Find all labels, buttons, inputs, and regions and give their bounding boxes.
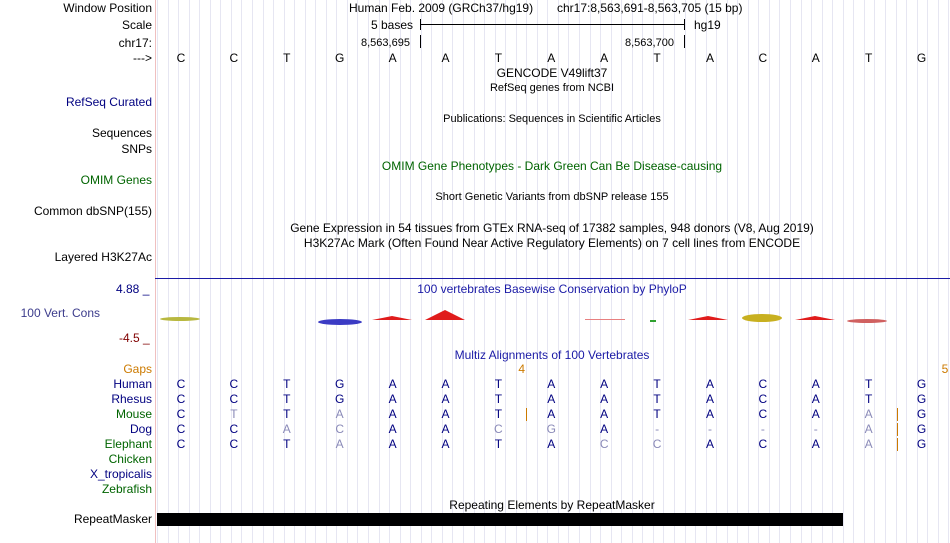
grid-line [157, 0, 158, 543]
dbsnp-track-title[interactable]: Short Genetic Variants from dbSNP release 155 [435, 191, 669, 203]
position-left-tick [420, 35, 421, 48]
aligned-base: C [599, 437, 609, 451]
grid-line [431, 0, 432, 543]
conservation-max: 4.88 _ [116, 282, 150, 296]
aligned-base: A [811, 407, 820, 421]
grid-line [220, 0, 221, 543]
aligned-base: A [388, 377, 397, 391]
grid-line [315, 0, 316, 543]
aligned-base: A [864, 407, 873, 421]
grid-line [241, 0, 242, 543]
grid-line [621, 0, 622, 543]
label-divider [155, 0, 156, 543]
grid-line [410, 0, 411, 543]
aligned-base: - [760, 422, 765, 436]
aligned-base: G [335, 392, 345, 406]
species-label-rhesus[interactable]: Rhesus [111, 392, 152, 406]
aligned-base: A [388, 392, 397, 406]
grid-line [917, 0, 918, 543]
grid-line [368, 0, 369, 543]
grid-line [685, 0, 686, 543]
grid-line [727, 0, 728, 543]
aligned-base: T [283, 392, 291, 406]
aligned-base: A [600, 377, 609, 391]
snps-label[interactable]: SNPs [121, 142, 152, 156]
aligned-base: A [388, 407, 397, 421]
grid-line [811, 0, 812, 543]
aligned-base: A [441, 437, 450, 451]
grid-line [189, 0, 190, 543]
aligned-base: G [916, 407, 927, 421]
window-position-coords: chr17:8,563,691-8,563,705 (15 bp) [557, 1, 743, 15]
reference-base: A [547, 51, 556, 65]
aligned-base: A [388, 437, 397, 451]
grid-line [653, 0, 654, 543]
aligned-base: A [282, 422, 291, 436]
reference-base: G [916, 51, 927, 65]
aligned-base: C [335, 422, 345, 436]
gap-count: 4 [518, 362, 526, 376]
reference-base: T [283, 51, 291, 65]
sequences-label[interactable]: Sequences [91, 126, 152, 140]
grid-line [843, 0, 844, 543]
species-label-mouse[interactable]: Mouse [115, 407, 152, 421]
grid-line [790, 0, 791, 543]
aligned-base: A [600, 407, 609, 421]
aligned-base: - [655, 422, 660, 436]
aligned-base: A [600, 422, 609, 436]
grid-line [758, 0, 759, 543]
aligned-base: T [865, 392, 873, 406]
scale-bar-right-tick [684, 19, 685, 30]
species-label-chicken[interactable]: Chicken [108, 452, 152, 466]
conservation-label[interactable]: 100 Vert. Cons [20, 306, 100, 320]
aligned-base: G [546, 422, 556, 436]
aligned-base: A [705, 437, 714, 451]
grid-line [938, 0, 939, 543]
aligned-base: A [811, 437, 820, 451]
chrom-label[interactable]: chr17: [118, 36, 152, 50]
aligned-base: C [176, 437, 186, 451]
aligned-base: T [494, 377, 503, 391]
reference-base: A [705, 51, 714, 65]
grid-line [832, 0, 833, 543]
grid-line [737, 0, 738, 543]
aligned-base: C [758, 377, 768, 391]
aligned-base: A [705, 377, 714, 391]
grid-line [421, 0, 422, 543]
aligned-base: A [705, 407, 714, 421]
grid-line [706, 0, 707, 543]
grid-line [853, 0, 854, 543]
reference-base: A [811, 51, 820, 65]
gencode-track-title[interactable]: GENCODE V49lift37 [496, 66, 608, 80]
grid-line [885, 0, 886, 543]
gaps-label[interactable]: Gaps [123, 362, 152, 376]
refseq-curated-label[interactable]: RefSeq Curated [65, 95, 152, 109]
reference-base: C [176, 51, 186, 65]
aligned-base: T [865, 377, 873, 391]
aligned-base: C [652, 437, 662, 451]
cons-glyph-6 [425, 310, 465, 320]
species-label-x_tropicalis[interactable]: X_tropicalis [89, 467, 152, 481]
grid-line [379, 0, 380, 543]
grid-line [305, 0, 306, 543]
reference-base: C [229, 51, 239, 65]
scale-bar [420, 24, 684, 25]
grid-line [716, 0, 717, 543]
species-label-human[interactable]: Human [113, 377, 152, 391]
grid-line [748, 0, 749, 543]
scale-value: 5 bases [371, 18, 414, 32]
grid-line [273, 0, 274, 543]
reference-base: A [388, 51, 397, 65]
aligned-base: C [758, 437, 768, 451]
reference-base: A [600, 51, 609, 65]
grid-line [389, 0, 390, 543]
aligned-base: A [705, 392, 714, 406]
window-position-label[interactable]: Window Position [63, 1, 152, 15]
aligned-base: A [811, 377, 820, 391]
grid-line [769, 0, 770, 543]
grid-line [442, 0, 443, 543]
cons-glyph-9 [585, 319, 625, 320]
cons-glyph-13 [795, 316, 835, 320]
reference-base: T [494, 51, 503, 65]
aligned-base: T [653, 407, 661, 421]
grid-line [874, 0, 875, 543]
grid-line [400, 0, 401, 543]
insertion-marker [526, 408, 527, 421]
aligned-base: T [283, 407, 291, 421]
grid-line [801, 0, 802, 543]
grid-line [294, 0, 295, 543]
position-right: 8,563,700 [625, 37, 674, 49]
omim-genes-label[interactable]: OMIM Genes [80, 173, 152, 187]
scale-bar-left-tick [420, 19, 421, 30]
aligned-base: G [916, 437, 927, 451]
aligned-base: G [916, 377, 927, 391]
aligned-base: G [916, 422, 927, 436]
aligned-base: A [335, 407, 344, 421]
grid-line [336, 0, 337, 543]
aligned-base: A [441, 407, 450, 421]
aligned-base: C [176, 407, 186, 421]
insertion-marker [897, 408, 898, 421]
cons-glyph-5 [372, 316, 412, 320]
grid-line [231, 0, 232, 543]
reference-base: T [653, 51, 661, 65]
aligned-base: T [283, 377, 291, 391]
position-left: 8,563,695 [361, 37, 410, 49]
grid-line [674, 0, 675, 543]
position-right-tick [684, 35, 685, 48]
grid-line [927, 0, 928, 543]
repeatmasker-label[interactable]: RepeatMasker [73, 512, 152, 526]
h3k27-track-title[interactable]: H3K27Ac Mark (Often Found Near Active Regulatory Elements) on 7 cell lines from ENCODE [303, 236, 801, 250]
conservation-track-title[interactable]: 100 vertebrates Basewise Conservation by PhyloP [417, 282, 687, 296]
grid-line [642, 0, 643, 543]
cons-glyph-14 [847, 319, 887, 323]
grid-line [822, 0, 823, 543]
species-label-dog[interactable]: Dog [129, 422, 152, 436]
aligned-base: G [916, 392, 927, 406]
aligned-base: C [176, 392, 186, 406]
aligned-base: A [547, 437, 556, 451]
scale-assembly: hg19 [694, 18, 721, 32]
aligned-base: - [813, 422, 818, 436]
grid-line [347, 0, 348, 543]
repeatmasker-element[interactable] [157, 513, 843, 526]
grid-line [326, 0, 327, 543]
aligned-base: C [229, 392, 239, 406]
cons-glyph-4 [318, 319, 362, 325]
grid-line [948, 0, 949, 543]
cons-glyph-11 [688, 316, 728, 320]
conservation-logo [155, 306, 950, 330]
refseq-track-subtitle[interactable]: RefSeq genes from NCBI [489, 82, 615, 94]
aligned-base: G [335, 377, 345, 391]
reference-base: A [441, 51, 450, 65]
grid-line [906, 0, 907, 543]
reference-base: G [335, 51, 345, 65]
grid-line [452, 0, 453, 543]
aligned-base: A [335, 437, 344, 451]
cons-glyph-1 [160, 317, 200, 321]
aligned-base: A [388, 422, 397, 436]
aligned-base: A [811, 392, 820, 406]
aligned-base: T [494, 437, 503, 451]
grid-line [463, 0, 464, 543]
omim-track-title[interactable]: OMIM Gene Phenotypes - Dark Green Can Be Disease-causing [381, 159, 723, 173]
cons-glyph-12 [742, 314, 782, 322]
grid-line [168, 0, 169, 543]
layered-h3k27ac-label[interactable]: Layered H3K27Ac [54, 250, 152, 264]
publications-track-title[interactable]: Publications: Sequences in Scientific Articles [443, 113, 661, 125]
gap-count: 5 [941, 362, 949, 376]
aligned-base: A [441, 392, 450, 406]
aligned-base: A [547, 407, 556, 421]
strand-label[interactable]: ---> [133, 51, 152, 65]
grid-line [779, 0, 780, 543]
grid-line [284, 0, 285, 543]
grid-line [896, 0, 897, 543]
grid-line [178, 0, 179, 543]
reference-base: C [758, 51, 768, 65]
grid-line [210, 0, 211, 543]
aligned-base: A [441, 377, 450, 391]
species-label-zebrafish[interactable]: Zebrafish [101, 482, 152, 496]
aligned-base: A [864, 422, 873, 436]
aligned-base: T [494, 407, 503, 421]
aligned-base: C [758, 392, 768, 406]
conservation-separator [155, 278, 950, 279]
aligned-base: C [229, 422, 239, 436]
grid-line [695, 0, 696, 543]
aligned-base: A [547, 377, 556, 391]
grid-line [357, 0, 358, 543]
repeatmasker-track-title[interactable]: Repeating Elements by RepeatMasker [449, 498, 655, 512]
multiz-track-title[interactable]: Multiz Alignments of 100 Vertebrates [454, 348, 650, 362]
cons-glyph-10 [650, 320, 656, 322]
aligned-base: C [229, 437, 239, 451]
grid-line [199, 0, 200, 543]
grid-line [484, 0, 485, 543]
aligned-base: C [494, 422, 503, 436]
grid-line [474, 0, 475, 543]
aligned-base: - [708, 422, 712, 436]
aligned-base: T [230, 407, 238, 421]
aligned-base: A [864, 437, 873, 451]
aligned-base: T [653, 392, 661, 406]
grid-line [252, 0, 253, 543]
grid-line [632, 0, 633, 543]
reference-base: T [865, 51, 873, 65]
aligned-base: C [229, 377, 239, 391]
insertion-marker [897, 438, 898, 451]
aligned-base: T [494, 392, 503, 406]
dbsnp-label[interactable]: Common dbSNP(155) [33, 204, 152, 218]
aligned-base: T [283, 437, 291, 451]
insertion-marker [897, 423, 898, 436]
aligned-base: A [441, 422, 450, 436]
window-position-assembly: Human Feb. 2009 (GRCh37/hg19) [349, 1, 534, 15]
aligned-base: A [600, 392, 609, 406]
aligned-base: C [176, 377, 186, 391]
aligned-base: C [758, 407, 768, 421]
species-label-elephant[interactable]: Elephant [104, 437, 152, 451]
gtex-track-title[interactable]: Gene Expression in 54 tissues from GTEx RNA-seq of 17382 samples, 948 donors (V8, Aug 2019) [290, 221, 814, 235]
aligned-base: C [176, 422, 186, 436]
grid-line [263, 0, 264, 543]
aligned-base: A [547, 392, 556, 406]
grid-line [864, 0, 865, 543]
conservation-min: -4.5 _ [119, 331, 150, 345]
scale-label[interactable]: Scale [121, 18, 152, 32]
aligned-base: T [653, 377, 661, 391]
grid-line [663, 0, 664, 543]
